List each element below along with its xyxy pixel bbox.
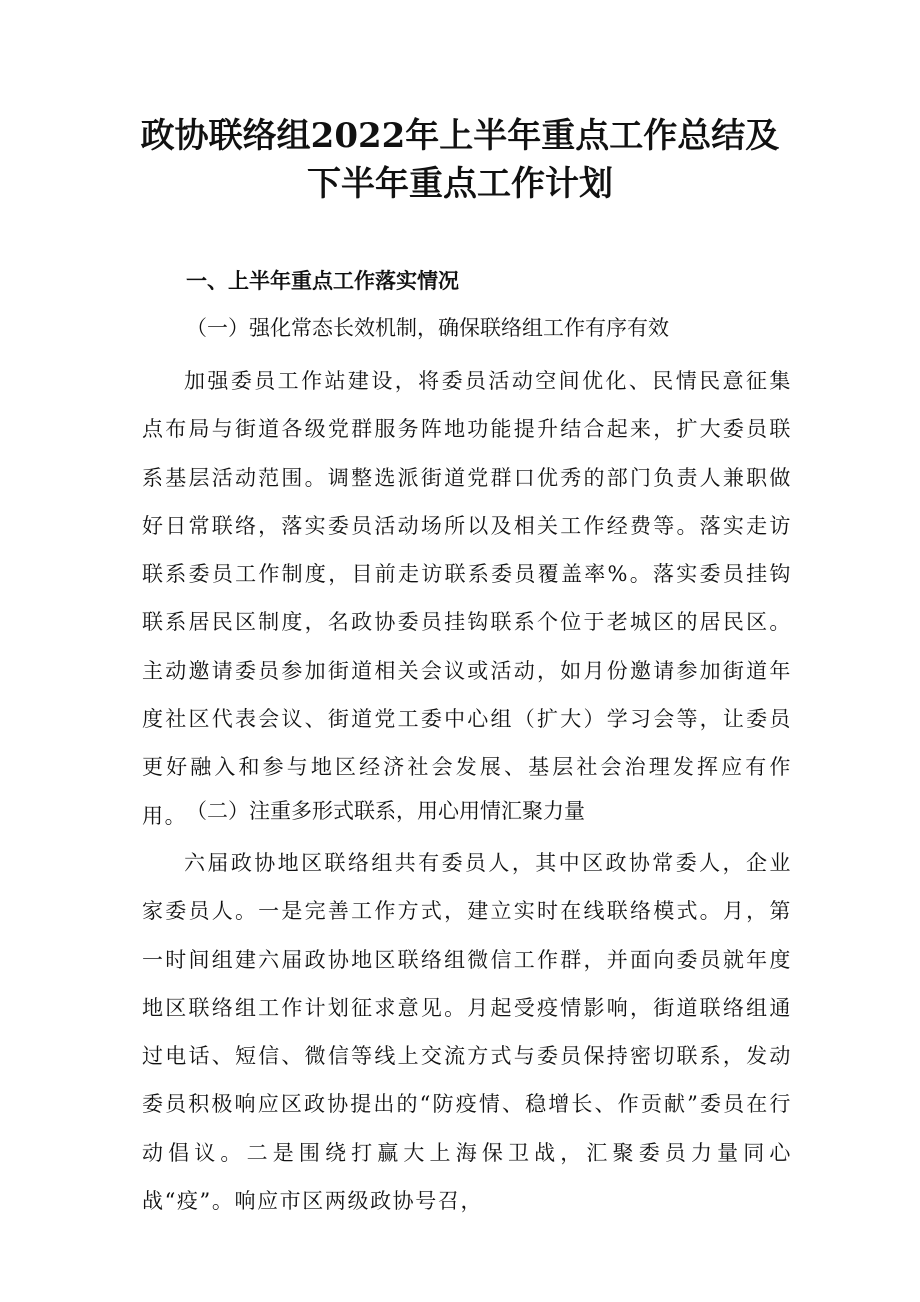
document-title-line-2: 下半年重点工作计划 [307,164,613,204]
section-1-heading: 一、上半年重点工作落实情况 [186,268,459,293]
subsection-2-heading: （二）注重多形式联系，用心用情汇聚力量 [186,799,585,823]
paragraph-1: 加强委员工作站建设，将委员活动空间优化、民情民意征集点布局与街道各级党群服务阵地功能提升结合起来，扩大委员联系基层活动范围。调整选派街道党群口优秀的部门负责人兼职做好日常联络，落实委员活动场所以及相关工作经费等。落实走访联系委员工作制度，目前走访联系委员覆盖率%。落实委员挂钩联系居民区制度，名政协委员挂钩联系个位于老城区的居民区。主动邀请委员参加街道相关会议或活动，如月份邀请参加街道年度社区代表会议、街道党工委中心组（扩大）学习会等，让委员更好融入和参与地区经济社会发展、基层社会治理发挥应有作用。 [142,369,792,828]
subsection-1-heading: （一）强化常态长效机制，确保联络组工作有序有效 [186,316,669,340]
paragraph-2: 六届政协地区联络组共有委员人，其中区政协常委人，企业家委员人。一是完善工作方式，建立实时在线联络模式。月，第一时间组建六届政协地区联络组微信工作群，并面向委员就年度地区联络组工作计划征求意见。月起受疫情影响，街道联络组通过电话、短信、微信等线上交流方式与委员保持密切联系，发动委员积极响应区政协提出的“防疫情、稳增长、作贡献”委员在行动倡议。二是围绕打赢大上海保卫战，汇聚委员力量同心战“疫”。响应市区两级政协号召， [142,851,792,1214]
document-title-line-1: 政协联络组2022年上半年重点工作总结及 [140,116,780,156]
